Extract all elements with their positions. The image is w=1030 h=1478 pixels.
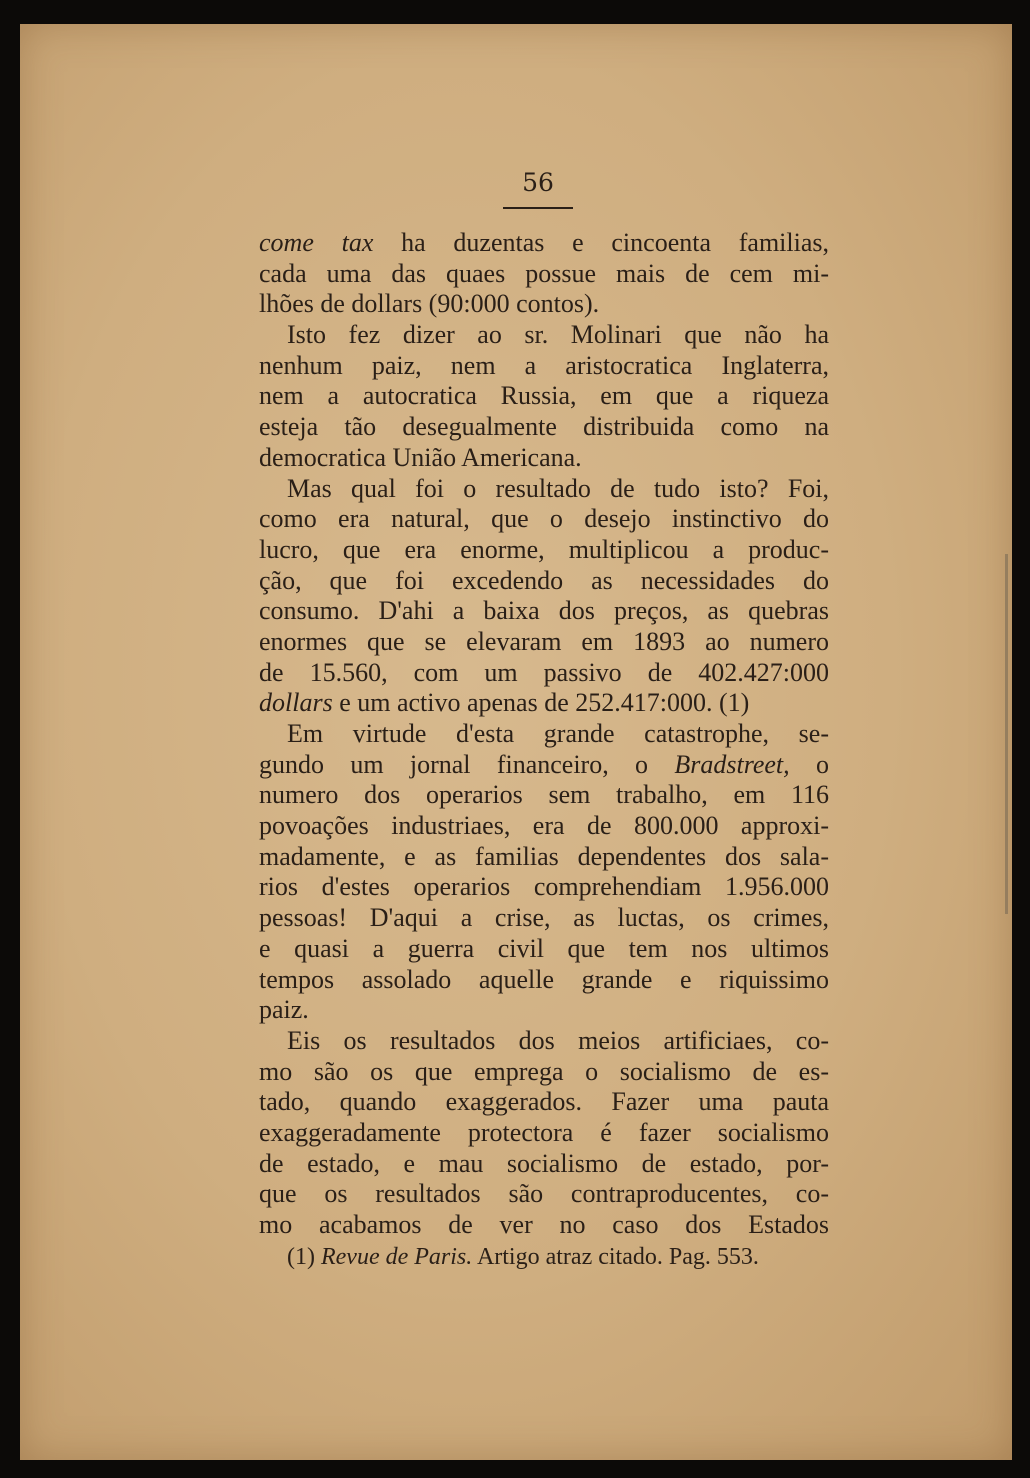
text-line xyxy=(259,412,829,443)
text-span: esteja tão desegualmente distribuida como na xyxy=(259,412,829,442)
text-span: Em virtude d'esta grande catastrophe, se- xyxy=(287,719,829,748)
text-span: gundo um jornal financeiro, o xyxy=(259,749,675,779)
text-line xyxy=(259,566,829,597)
text-span: ha duzentas e cincoenta familias, xyxy=(373,228,829,257)
text-span: de estado, e mau socialismo de estado, por- xyxy=(259,1148,829,1178)
text-span: tado, quando exaggerados. Fazer uma pauta xyxy=(259,1087,829,1117)
page-number-rule xyxy=(503,207,573,209)
text-line xyxy=(259,934,829,965)
text-span: pessoas! D'aqui a crise, as luctas, os crimes, xyxy=(259,903,829,933)
text-line xyxy=(259,903,829,934)
text-span: e quasi a guerra civil que tem nos ultimos xyxy=(259,933,829,963)
text-span: cada uma das quaes possue mais de cem mi- xyxy=(259,258,829,288)
text-line xyxy=(259,658,829,689)
text-span: tempos assolado aquelle grande e riquissimo xyxy=(259,964,829,994)
text-line xyxy=(259,228,829,259)
text-line xyxy=(259,627,829,658)
text-line xyxy=(259,443,829,474)
text-span: lhões de dollars (90:000 contos). xyxy=(259,289,600,319)
text-line xyxy=(259,289,829,320)
text-span: enormes que se elevaram em 1893 ao numero xyxy=(259,626,829,656)
text-line xyxy=(259,750,829,781)
italic-text-span: dollars xyxy=(259,688,333,718)
text-line xyxy=(259,965,829,996)
text-span: rios d'estes operarios comprehendiam 1.956.000 xyxy=(259,872,829,902)
text-span: que os resultados são contraproducentes, co- xyxy=(259,1179,829,1209)
text-span: nenhum paiz, nem a aristocratica Inglaterra, xyxy=(259,350,829,380)
text-line xyxy=(259,1179,829,1210)
text-line xyxy=(259,504,829,535)
text-span: como era natural, que o desejo instinctivo do xyxy=(259,504,829,534)
text-span: consumo. D'ahi a baixa dos preços, as quebras xyxy=(259,596,829,626)
text-line xyxy=(259,1118,829,1149)
text-span: lucro, que era enorme, multiplicou a produc- xyxy=(259,534,829,564)
text-span: numero dos operarios sem trabalho, em 116 xyxy=(259,780,829,810)
text-line xyxy=(259,780,829,811)
text-line xyxy=(259,259,829,290)
text-span: paiz. xyxy=(259,995,309,1025)
text-line xyxy=(259,1026,829,1057)
text-span: o xyxy=(789,749,829,779)
text-span: Isto fez dizer ao sr. Molinari que não ha xyxy=(287,320,829,350)
text-line xyxy=(259,1149,829,1180)
text-span: e um activo apenas de 252.417:000. (1) xyxy=(332,688,750,718)
page-number: 56 xyxy=(522,168,554,197)
text-line xyxy=(259,1210,829,1241)
text-span: de 15.560, com um passivo de 402.427:000 xyxy=(259,657,829,687)
footnote xyxy=(287,1242,832,1272)
italic-text-span: come tax xyxy=(259,228,374,257)
text-line xyxy=(259,320,829,351)
body-text xyxy=(259,228,829,1241)
text-span: nem a autocratica Russia, em que a riqueza xyxy=(259,381,829,411)
text-span: mo são os que emprega o socialismo de es- xyxy=(259,1056,829,1086)
text-span: povoações industriaes, era de 800.000 approxi- xyxy=(259,811,829,841)
footnote-text: Artigo atraz citado. Pag. 553. xyxy=(472,1244,759,1270)
text-line xyxy=(259,535,829,566)
page-edge-strip xyxy=(1005,554,1008,914)
footnote-source: Revue de Paris. xyxy=(320,1244,473,1270)
footnote-marker: (1) xyxy=(287,1244,321,1270)
text-line xyxy=(259,811,829,842)
text-line xyxy=(259,842,829,873)
text-span: ção, que foi excedendo as necessidades do xyxy=(259,565,829,595)
text-line xyxy=(259,1057,829,1088)
text-line xyxy=(259,995,829,1026)
text-span: democratica União Americana. xyxy=(259,442,582,472)
text-span: mo acabamos de ver no caso dos Estados xyxy=(259,1210,829,1239)
text-span: exaggeradamente protectora é fazer socialismo xyxy=(259,1117,829,1147)
italic-text-span: Bradstreet, xyxy=(674,749,790,779)
text-span: Eis os resultados dos meios artificiaes, co- xyxy=(287,1025,829,1055)
text-span: madamente, e as familias dependentes dos sala- xyxy=(259,841,829,871)
text-line xyxy=(259,688,829,719)
text-line xyxy=(259,719,829,750)
text-span: Mas qual foi o resultado de tudo isto? Foi, xyxy=(287,473,829,503)
text-line xyxy=(259,474,829,505)
text-line xyxy=(259,381,829,412)
text-line xyxy=(259,1087,829,1118)
text-line xyxy=(259,596,829,627)
text-line xyxy=(259,872,829,903)
text-line xyxy=(259,351,829,382)
